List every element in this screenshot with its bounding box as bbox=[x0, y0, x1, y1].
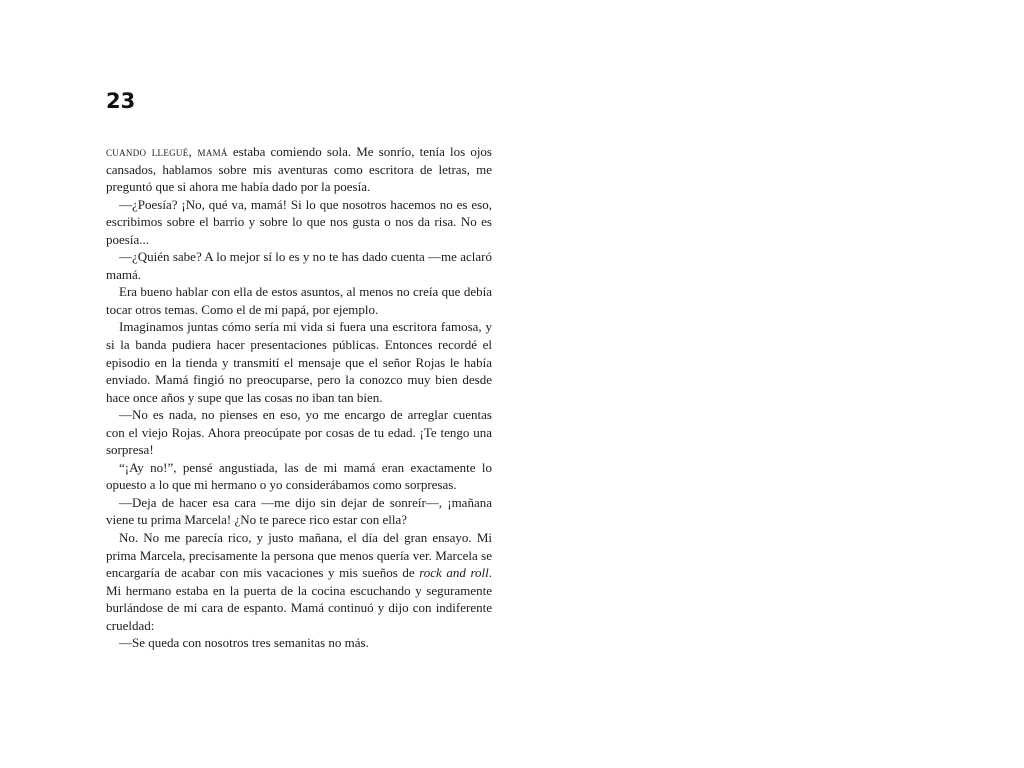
paragraph-10: —Se queda con nosotros tres semanitas no más. bbox=[119, 635, 369, 651]
paragraph-9-text-after: . Mi hermano estaba en la puerta de la cocina escuchando y seguramente burlándose de mi cara de espanto. Mamá continuó y dijo con indiferente crueldad: bbox=[106, 565, 492, 633]
paragraph-9-italic: rock and roll bbox=[419, 565, 489, 581]
paragraph-3: —¿Quién sabe? A lo mejor sí lo es y no te has dado cuenta —me aclaró mamá. bbox=[106, 249, 492, 282]
paragraph-1-text: estaba comiendo sola. Me sonrío, tenía los ojos cansados, hablamos sobre mis aventuras como escritora de letras, me preguntó que si ahora me había dado por la poesía. bbox=[106, 144, 492, 195]
chapter-body bbox=[106, 143, 492, 652]
paragraph-8: —Deja de hacer esa cara —me dijo sin dejar de sonreír—, ¡mañana viene tu prima Marcela! ¿No te parece rico estar con ella? bbox=[106, 494, 492, 528]
paragraph-9-text-before: No. No me parecía rico, y justo mañana, el día del gran ensayo. Mi prima Marcela, precisamente la persona que menos quería ver. Marcela se encargaría de acabar con mis vacaciones y mis sueños de bbox=[106, 530, 492, 581]
chapter-number: 23 bbox=[106, 89, 136, 113]
paragraph-1 bbox=[106, 143, 492, 196]
paragraph-9 bbox=[106, 529, 492, 634]
paragraph-5: Imaginamos juntas cómo sería mi vida si fuera una escritora famosa, y si la banda pudiera hacer presentaciones públicas. Entonces recordé el episodio en la tienda y transmití el mensaje que el señor Rojas le había enviado. Mamá fingió no preocuparse, pero la conozco muy bien desde hace once años y supe que las cosas no iban tan bien. bbox=[106, 319, 492, 405]
paragraph-6: —No es nada, no pienses en eso, yo me encargo de arreglar cuentas con el viejo Rojas. Ahora preocúpate por cosas de tu edad. ¡Te tengo una sorpresa! bbox=[106, 407, 492, 458]
paragraph-4: Era bueno hablar con ella de estos asuntos, al menos no creía que debía tocar otros temas. Como el de mi papá, por ejemplo. bbox=[106, 284, 492, 317]
paragraph-2: —¿Poesía? ¡No, qué va, mamá! Si lo que nosotros hacemos no es eso, escribimos sobre el barrio y sobre lo que nos gusta o nos da risa. No es poesía... bbox=[106, 196, 492, 247]
paragraph-lead-smallcaps: cuando llegué, mamá bbox=[106, 144, 228, 159]
paragraph-7: “¡Ay no!”, pensé angustiada, las de mi mamá eran exactamente lo opuesto a lo que mi hermano o yo considerábamos como sorpresas. bbox=[106, 459, 492, 493]
